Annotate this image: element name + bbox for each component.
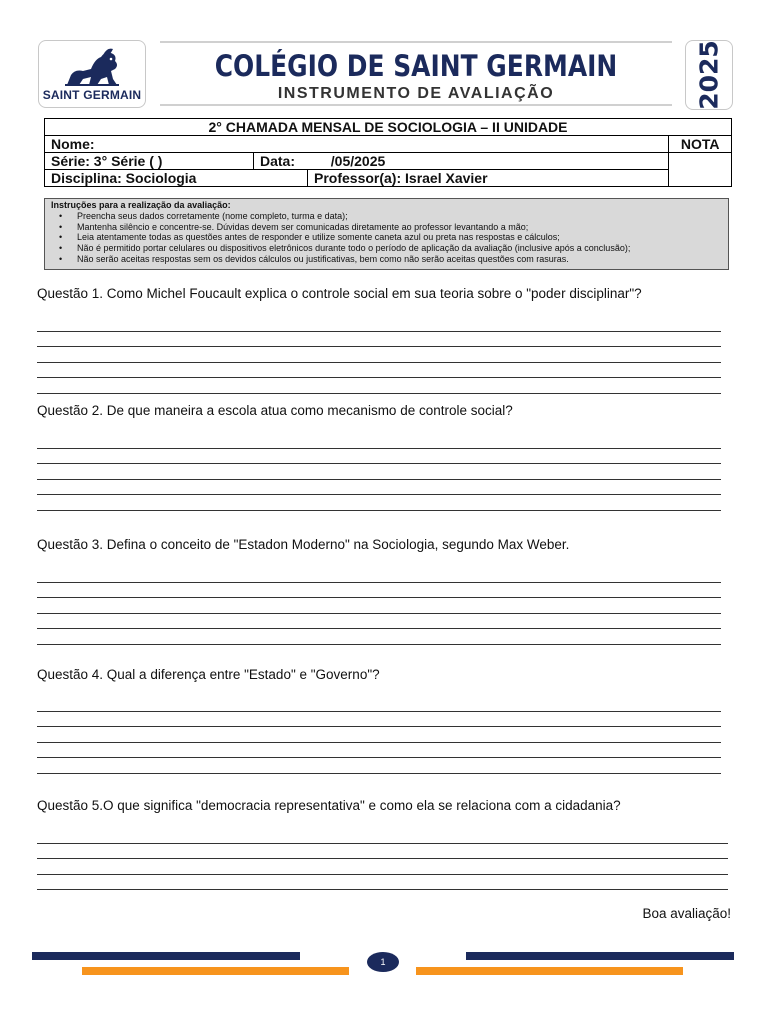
footer-navy-bar-right bbox=[466, 952, 734, 960]
discipline-row bbox=[45, 170, 669, 187]
answer-lines-5[interactable] bbox=[37, 828, 728, 890]
title-bottom-rule bbox=[160, 104, 672, 106]
logo-text: SAINT GERMAIN bbox=[42, 88, 142, 102]
footer-navy-bar-left bbox=[32, 952, 300, 960]
lion-icon bbox=[61, 45, 123, 89]
answer-lines-2[interactable] bbox=[37, 433, 721, 511]
title-top-rule bbox=[160, 41, 672, 43]
serie-field[interactable]: Série: 3° Série ( ) bbox=[45, 153, 254, 170]
question-2: Questão 2. De que maneira a escola atua como mecanismo de controle social? bbox=[37, 403, 513, 418]
answer-lines-4[interactable] bbox=[37, 696, 721, 774]
instructions-box bbox=[44, 198, 729, 270]
instruction-item: • Preencha seus dados corretamente (nome completo, turma e data); bbox=[77, 211, 722, 222]
question-1: Questão 1. Como Michel Foucault explica o controle social em sua teoria sobre o "poder disciplinar"? bbox=[37, 286, 642, 301]
answer-lines-3[interactable] bbox=[37, 567, 721, 645]
instructions-title: Instruções para a realização da avaliação: bbox=[51, 200, 231, 210]
date-field[interactable] bbox=[254, 153, 669, 170]
instruction-item: • Não serão aceitas respostas sem os devidos cálculos ou justificativas, bem como não serão aceitas questões com rasuras. bbox=[77, 254, 722, 265]
question-4: Questão 4. Qual a diferença entre "Estado" e "Governo"? bbox=[37, 667, 380, 682]
footer-orange-bar-right bbox=[416, 967, 683, 975]
year-badge bbox=[685, 40, 733, 110]
school-logo bbox=[38, 40, 146, 108]
date-label: Data: bbox=[260, 153, 296, 169]
document-subtitle: INSTRUMENTO DE AVALIAÇÃO bbox=[277, 85, 555, 102]
discipline-field: Disciplina: Sociologia bbox=[45, 170, 308, 186]
question-5: Questão 5.O que significa "democracia representativa" e como ela se relaciona com a cidadania? bbox=[37, 798, 621, 813]
instruction-item: • Não é permitido portar celulares ou dispositivos eletrônicos durante todo o período de aplicação da avaliação (inclusive após a conclusão); bbox=[77, 243, 722, 254]
date-value: /05/2025 bbox=[330, 153, 386, 169]
grade-label: NOTA bbox=[669, 136, 732, 153]
instruction-item: • Leia atentamente todas as questões antes de responder e utilize somente caneta azul ou preta nas respostas e cálculos; bbox=[77, 232, 722, 243]
school-name: COLÉGIO DE SAINT GERMAIN bbox=[214, 49, 618, 83]
grade-box[interactable] bbox=[669, 153, 732, 187]
page-number: 1 bbox=[367, 952, 399, 972]
name-field[interactable]: Nome: bbox=[45, 136, 669, 153]
year-text: 2025 bbox=[694, 40, 724, 110]
professor-field: Professor(a): Israel Xavier bbox=[314, 170, 488, 186]
instruction-item: • Mantenha silêncio e concentre-se. Dúvidas devem ser comunicadas diretamente ao professor levantando a mão; bbox=[77, 222, 722, 233]
document-header bbox=[38, 38, 732, 110]
answer-lines-1[interactable] bbox=[37, 316, 721, 394]
footer-orange-bar-left bbox=[82, 967, 349, 975]
title-band bbox=[160, 41, 672, 106]
student-info-table bbox=[44, 118, 732, 187]
closing-message: Boa avaliação! bbox=[642, 906, 731, 921]
question-3: Questão 3. Defina o conceito de "Estadon Moderno" na Sociologia, segundo Max Weber. bbox=[37, 537, 570, 552]
instructions-list bbox=[51, 211, 722, 265]
exam-title: 2° CHAMADA MENSAL DE SOCIOLOGIA – II UNIDADE bbox=[45, 119, 732, 136]
